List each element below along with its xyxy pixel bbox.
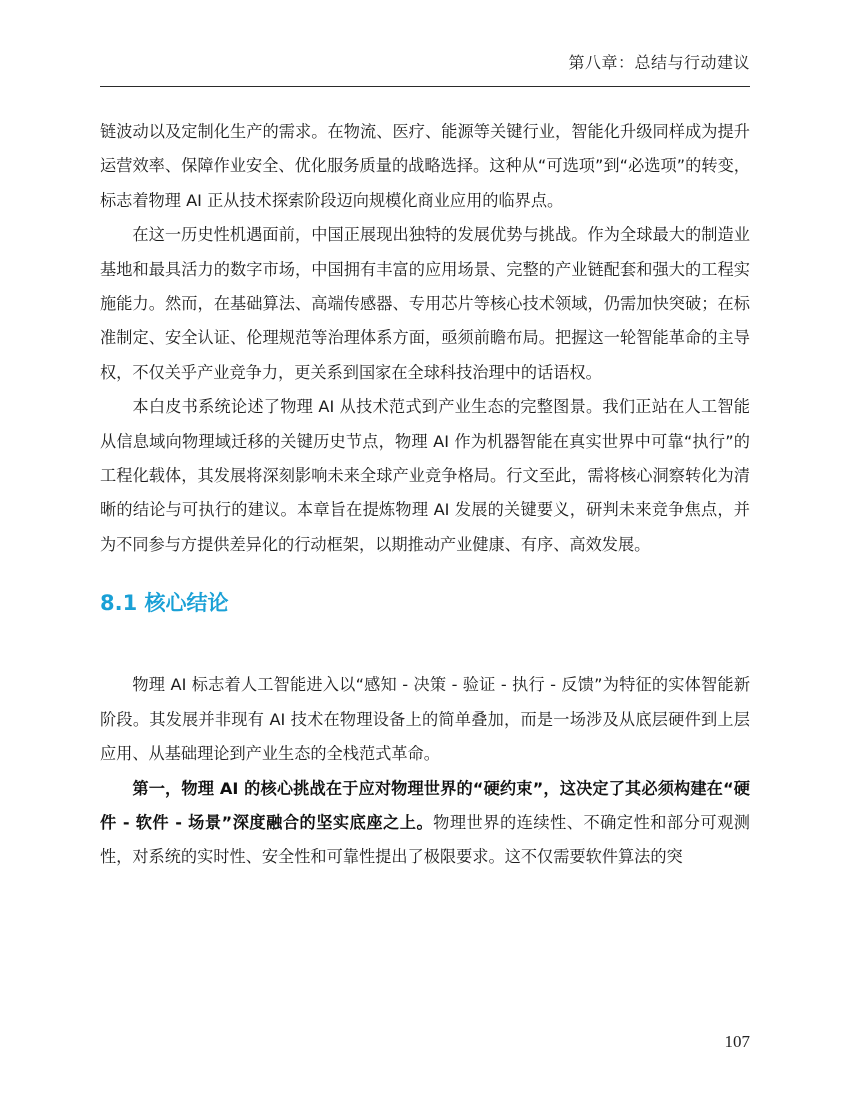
conclusion-first-lead: 第一，物理 AI 的核心挑战在于应对物理世界的“硬约束”，这决定了其必须构建在“硬件 - 软件 - 场景”深度融合的坚实底座之上。 (100, 778, 750, 832)
conclusion-first-paragraph (100, 772, 750, 875)
page-number: 107 (724, 1032, 750, 1051)
conclusion-intro-paragraph: 物理 AI 标志着人工智能进入以“感知 - 决策 - 验证 - 执行 - 反馈”为特征的实体智能新阶段。其发展并非现有 AI 技术在物理设备上的简单叠加，而是一场涉及从底层硬件到上层应用、从基础理论到产业生态的全栈范式革命。 (100, 675, 750, 764)
body-paragraph-china-position: 在这一历史性机遇面前，中国正展现出独特的发展优势与挑战。作为全球最大的制造业基地和最具活力的数字市场，中国拥有丰富的应用场景、完整的产业链配套和强大的工程实施能力。然而，在基础算法、高端传感器、专用芯片等核心技术领域，仍需加快突破；在标准制定、安全认证、伦理规范等治理体系方面，亟须前瞻布局。把握这一轮智能革命的主导权，不仅关乎产业竞争力，更关系到国家在全球科技治理中的话语权。 (100, 225, 750, 382)
page-body (100, 115, 750, 875)
conclusion-first-body: 物理世界的连续性、不确定性和部分可观测性，对系统的实时性、安全性和可靠性提出了极限要求。这不仅需要软件算法的突 (100, 812, 750, 867)
header-divider (100, 86, 750, 87)
section-heading: 8.1 核心结论 (100, 591, 229, 616)
body-paragraph-whitepaper-summary: 本白皮书系统论述了物理 AI 从技术范式到产业生态的完整图景。我们正站在人工智能从信息域向物理域迁移的关键历史节点，物理 AI 作为机器智能在真实世界中可靠“执行”的工程化载体，其发展将深刻影响未来全球产业竞争格局。行文至此，需将核心洞察转化为清晰的结论与可执行的建议。本章旨在提炼物理 AI 发展的关键要义，研判未来竞争焦点，并为不同参与方提供差异化的行动框架，以期推动产业健康、有序、高效发展。 (100, 397, 750, 554)
running-header: 第八章：总结与行动建议 (568, 53, 750, 72)
body-paragraph-continued: 链波动以及定制化生产的需求。在物流、医疗、能源等关键行业，智能化升级同样成为提升运营效率、保障作业安全、优化服务质量的战略选择。这种从“可选项”到“必选项”的转变，标志着物理 AI 正从技术探索阶段迈向规模化商业应用的临界点。 (100, 122, 750, 210)
